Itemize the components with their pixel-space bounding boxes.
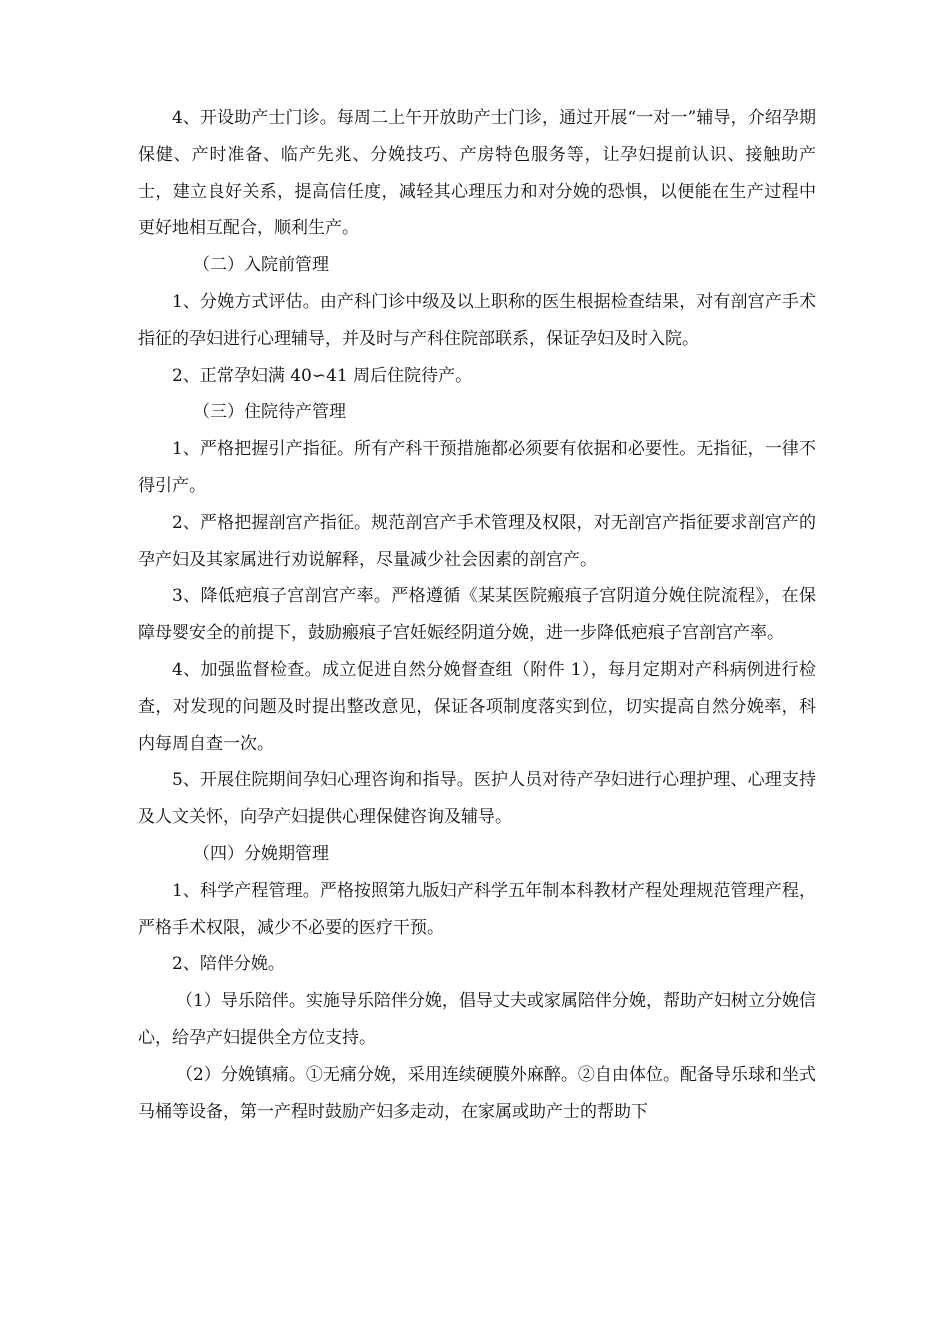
paragraph-accompanied-delivery: 2、陪伴分娩。 (172, 954, 285, 975)
paragraph-psych-consult: 5、开展住院期间孕妇心理咨询和指导。医护人员对待产孕妇进行心理护理、心理支持及人文关怀，向孕产妇提供心理保健咨询及辅导。 (138, 770, 816, 828)
paragraph-consultation: 4、开设助产士门诊。每周二上午开放助产士门诊，通过开展“一对一”辅导，介绍孕期保健、产时准备、临产先兆、分娩技巧、产房特色服务等，让孕妇提前认识、接触助产士，建立良好关系，提高信任度，减轻其心理压力和对分娩的恐惧，以便能在生产过程中更好地相互配合，顺利生产。 (138, 108, 816, 239)
paragraph-doula: （1）导乐陪伴。实施导乐陪伴分娩，倡导丈夫或家属陪伴分娩，帮助产妇树立分娩信心，给孕产妇提供全方位支持。 (138, 991, 816, 1048)
paragraph-delivery-assessment: 1、分娩方式评估。由产科门诊中级及以上职称的医生根据检查结果，对有剖宫产手术指征的孕妇进行心理辅导，并及时与产科住院部联系，保证孕妇及时入院。 (138, 291, 816, 349)
section-heading-pre-admission: （二）入院前管理 (193, 255, 329, 276)
paragraph-labor-management: 1、科学产程管理。严格按照第九版妇产科学五年制本科教材产程处理规范管理产程，严格手术权限，减少不必要的医疗干预。 (138, 880, 816, 938)
paragraph-supervision: 4、加强监督检查。成立促进自然分娩督查组（附件 1），每月定期对产科病例进行检查，对发现的问题及时提出整改意见，保证各项制度落实到位，切实提高自然分娩率，科内每周自查一次。 (138, 659, 816, 754)
paragraph-induction: 1、严格把握引产指征。所有产科干预措施都必须要有依据和必要性。无指征，一律不得引产。 (138, 439, 816, 496)
paragraph-cesarean-indication: 2、严格把握剖宫产指征。规范剖宫产手术管理及权限，对无剖宫产指征要求剖宫产的孕产妇及其家属进行劝说解释，尽量减少社会因素的剖宫产。 (138, 512, 816, 570)
document-page (138, 100, 816, 1130)
paragraph-scar-uterus: 3、降低疤痕子宫剖宫产率。严格遵循《某某医院瘢痕子宫阴道分娩住院流程》，在保障母婴安全的前提下，鼓励瘢痕子宫妊娠经阴道分娩，进一步降低疤痕子宫剖宫产率。 (138, 586, 816, 644)
paragraph-normal-admission: 2、正常孕妇满 40∽41 周后住院待产。 (172, 365, 473, 386)
section-heading-inpatient: （三）住院待产管理 (193, 402, 346, 423)
section-heading-delivery: （四）分娩期管理 (193, 843, 329, 864)
paragraph-analgesia: （2）分娩镇痛。①无痛分娩，采用连续硬膜外麻醉。②自由体位。配备导乐球和坐式马桶等设备，第一产程时鼓励产妇多走动，在家属或助产士的帮助下 (138, 1064, 816, 1122)
